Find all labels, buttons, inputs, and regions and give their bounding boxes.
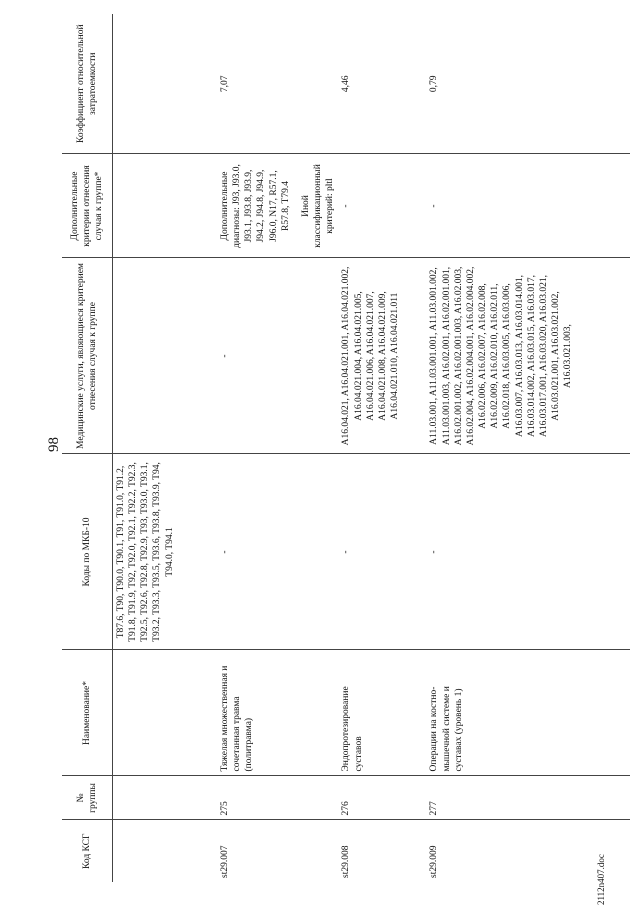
cell-services: A16.04.021, A16.04.021.001, A16.04.021.002, A16.04.021.004, A16.04.021.005, A16.04.021.006, A16.04.021.007, A16.04.021.008, A16.04.021.009, A16.04.021.010, A16.04.021.011 — [338, 258, 426, 454]
table-row — [426, 14, 630, 882]
cell-icd: T87.6, T90, T90.0, T90.1, T91, T91.0, T91.2, T91.8, T91.9, T92, T92.0, T92.1, T92.2, T92.3, T92.5, T92.6, T92.8, T92.9, T93, T93.0, T93.1, T93.2, T93.3, T93.5, T93.6, T93.8, T93.9, T94, T94.0, T94.1 — [113, 454, 218, 650]
cell-services: A11.03.001, A11.03.001.001, A11.03.001.002, A11.03.001.003, A16.02.001, A16.02.001.001, A16.02.001.002, A16.02.001.003, A16.02.003, A16.02.004, A16.02.004.001, A16.02.004.002, A16.02.006, A16.02.007, A16.02.008, A16.02.009, A16.02.010, A16.02.011, A16.02.018, A16.03.005, A16.03.006, A16.03.007, A16.03.013, A16.03.014.001, A16.03.014.002, A16.03.015, A16.03.017, A16.03.017.001, A16.03.020, A16.03.021, A16.03.021.001, A16.03.021.002, A16.03.021.003, — [426, 258, 630, 454]
spacer — [292, 159, 300, 254]
page-number: 98 — [46, 437, 62, 452]
cell-code: st29.007 — [220, 845, 230, 878]
header-services: Медицинские услуги, являющиеся критерием отнесения случая к группе — [62, 258, 113, 454]
cell-icd: - — [217, 454, 338, 650]
cell-code: st29.008 — [341, 845, 352, 878]
cell-coef: 7,07 — [217, 14, 338, 154]
cell-icd: - — [426, 454, 630, 650]
cell-coef — [113, 14, 218, 154]
cell-group-no: 276 — [338, 776, 426, 820]
header-coef: Коэффициент относительной затратоемкости — [62, 14, 113, 154]
table-row-continuation — [113, 14, 218, 882]
cell-name: Тяжелая множественная и сочетанная травма (политравма) — [217, 650, 338, 776]
table-header — [62, 14, 113, 882]
header-group-no: № группы — [62, 776, 113, 820]
extra-diagnoses: Дополнительные диагнозы: J93, J93.0, J93.1, J93.8, J93.9, J94.2, J94.8, J94.9, J96.0, N17, R57.1, R57.8, T79.4 — [220, 164, 291, 248]
cell-coef: 4,46 — [338, 14, 426, 154]
cell-coef: 0,79 — [426, 14, 630, 154]
cell-extra — [113, 154, 218, 258]
cell-name: Операции на костно-мышечной системе и суставах (уровень 1) — [426, 650, 630, 776]
table-row — [338, 14, 426, 882]
header-extra: Дополнительные критерии отнесения случая к группе* — [62, 154, 113, 258]
cell-services: - — [217, 258, 338, 454]
header-name: Наименование* — [62, 650, 113, 776]
cell-group-no — [113, 776, 218, 820]
header-code: Код КСГ — [62, 820, 113, 882]
table-row — [217, 14, 338, 882]
cell-code — [113, 820, 218, 882]
cell-name: Эндопротезирование суставов — [338, 650, 426, 776]
cell-icd: - — [338, 454, 426, 650]
cell-name — [113, 650, 218, 776]
cell-services — [113, 258, 218, 454]
document-file-id: 2112n407.doc — [596, 854, 606, 905]
tariff-table-frame — [62, 14, 610, 882]
cell-group-no: 275 — [217, 776, 338, 820]
cell-group-no: 277 — [426, 776, 630, 820]
ksg-table — [62, 14, 630, 882]
extra-classification: Иной классификационный критерий: pltl — [300, 164, 336, 248]
cell-code: st29.009 — [429, 845, 440, 878]
cell-extra: - — [338, 154, 426, 258]
cell-extra — [217, 154, 338, 258]
cell-extra: - — [426, 154, 630, 258]
header-icd: Коды по МКБ-10 — [62, 454, 113, 650]
